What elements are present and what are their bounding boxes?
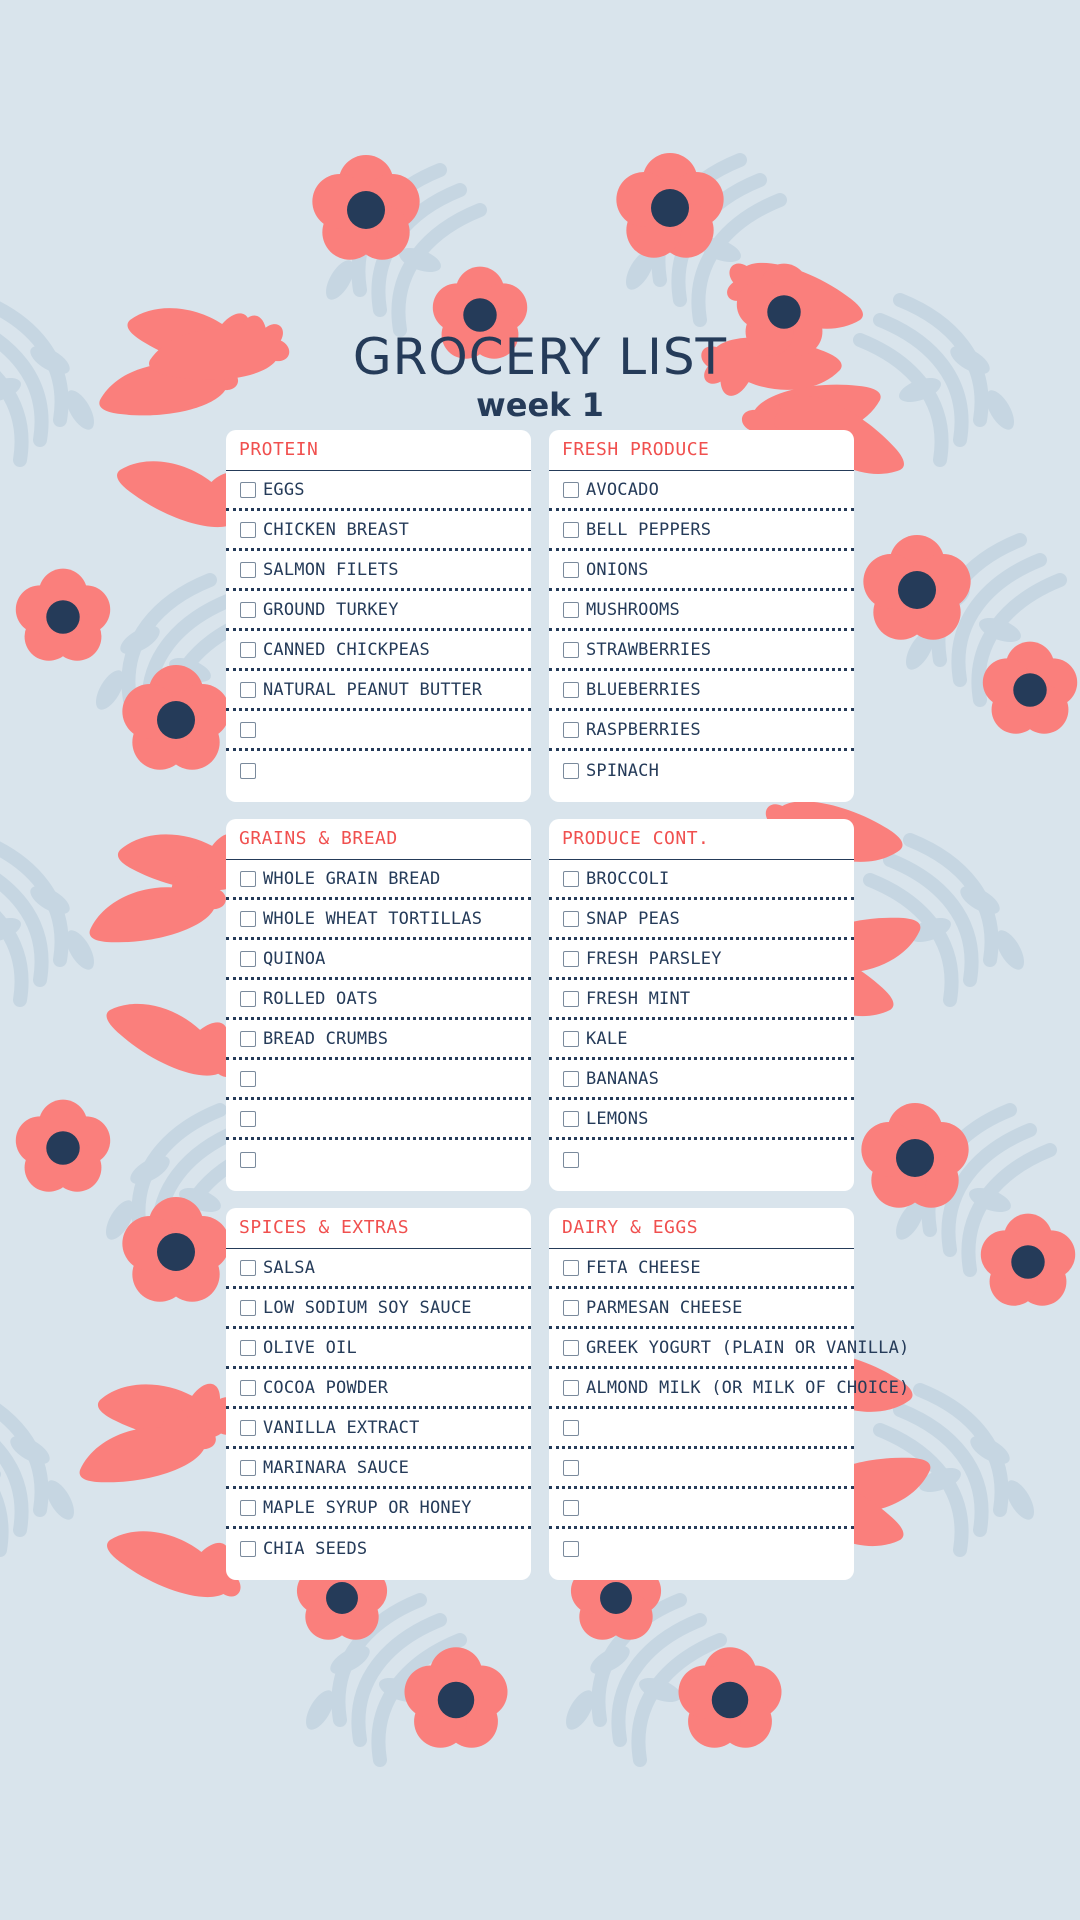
- list-item: [549, 1449, 854, 1489]
- item-label: VANILLA EXTRACT: [263, 1417, 420, 1438]
- checkbox[interactable]: [563, 1300, 579, 1316]
- checkbox[interactable]: [563, 1031, 579, 1047]
- section-title: DAIRY & EGGS: [549, 1208, 854, 1249]
- list-item: [549, 511, 854, 551]
- checkbox[interactable]: [240, 951, 256, 967]
- poppy-flower: [16, 1100, 110, 1192]
- checkbox[interactable]: [563, 682, 579, 698]
- item-label: NATURAL PEANUT BUTTER: [263, 679, 483, 700]
- checkbox[interactable]: [240, 1340, 256, 1356]
- poppy-flower: [312, 155, 419, 260]
- checkbox[interactable]: [563, 1111, 579, 1127]
- item-label: QUINOA: [263, 948, 326, 969]
- list-item: [226, 751, 531, 791]
- checkbox[interactable]: [563, 1380, 579, 1396]
- list-item: [226, 1449, 531, 1489]
- checkbox[interactable]: [240, 1300, 256, 1316]
- list-item: [226, 1409, 531, 1449]
- item-label: RASPBERRIES: [586, 719, 701, 740]
- poppy-flower: [981, 1214, 1075, 1306]
- list-item: [226, 900, 531, 940]
- item-label: GREEK YOGURT (PLAIN OR VANILLA): [586, 1337, 910, 1358]
- list-item: [226, 980, 531, 1020]
- section-title: SPICES & EXTRAS: [226, 1208, 531, 1249]
- list-item: [226, 671, 531, 711]
- item-label: COCOA POWDER: [263, 1377, 389, 1398]
- list-item: [549, 1249, 854, 1289]
- list-item: [549, 1489, 854, 1529]
- item-label: AVOCADO: [586, 479, 660, 500]
- list-item: [226, 1100, 531, 1140]
- checkbox[interactable]: [563, 602, 579, 618]
- checkbox[interactable]: [240, 642, 256, 658]
- section-title: PROTEIN: [226, 430, 531, 471]
- item-label: BROCCOLI: [586, 868, 670, 889]
- checkbox[interactable]: [240, 482, 256, 498]
- item-label: STRAWBERRIES: [586, 639, 712, 660]
- item-label: FETA CHEESE: [586, 1257, 701, 1278]
- list-item: [549, 1020, 854, 1060]
- card-fresh-produce: [549, 430, 854, 802]
- item-label: EGGS: [263, 479, 305, 500]
- checkbox[interactable]: [240, 562, 256, 578]
- list-item: [226, 860, 531, 900]
- item-label: WHOLE WHEAT TORTILLAS: [263, 908, 483, 929]
- checkbox[interactable]: [240, 1071, 256, 1087]
- checkbox[interactable]: [240, 1260, 256, 1276]
- checkbox[interactable]: [240, 1500, 256, 1516]
- item-label: LEMONS: [586, 1108, 649, 1129]
- checkbox[interactable]: [240, 1152, 256, 1168]
- item-label: SNAP PEAS: [586, 908, 680, 929]
- list-item: [549, 591, 854, 631]
- checkbox[interactable]: [240, 871, 256, 887]
- checkbox[interactable]: [240, 763, 256, 779]
- list-item: [549, 1369, 910, 1409]
- checkbox[interactable]: [240, 911, 256, 927]
- card-produce-cont: [549, 819, 854, 1191]
- header: [0, 330, 1080, 424]
- item-label: CHICKEN BREAST: [263, 519, 410, 540]
- section-title: GRAINS & BREAD: [226, 819, 531, 860]
- list-item: [226, 940, 531, 980]
- list-item: [226, 631, 531, 671]
- card-protein: [226, 430, 531, 802]
- checkbox[interactable]: [240, 1420, 256, 1436]
- list-item: [549, 940, 854, 980]
- checkbox[interactable]: [240, 602, 256, 618]
- checkbox[interactable]: [563, 1541, 579, 1557]
- checkbox[interactable]: [240, 522, 256, 538]
- checkbox[interactable]: [240, 1380, 256, 1396]
- list-item: [549, 860, 854, 900]
- card-grains-bread: [226, 819, 531, 1191]
- list-item: [226, 471, 531, 511]
- poppy-flower: [863, 535, 970, 640]
- item-label: MARINARA SAUCE: [263, 1457, 410, 1478]
- checkbox[interactable]: [563, 1152, 579, 1168]
- item-label: BELL PEPPERS: [586, 519, 712, 540]
- section-title: FRESH PRODUCE: [549, 430, 854, 471]
- checkbox[interactable]: [563, 871, 579, 887]
- checkbox[interactable]: [563, 763, 579, 779]
- item-label: FRESH MINT: [586, 988, 691, 1009]
- list-item: [549, 1100, 854, 1140]
- item-label: SPINACH: [586, 761, 660, 781]
- item-label: FRESH PARSLEY: [586, 948, 722, 969]
- checkbox[interactable]: [563, 562, 579, 578]
- list-item: [226, 711, 531, 751]
- item-label: GROUND TURKEY: [263, 599, 399, 620]
- item-label: BREAD CRUMBS: [263, 1028, 389, 1049]
- checkbox[interactable]: [563, 522, 579, 538]
- item-label: BLUEBERRIES: [586, 679, 701, 700]
- item-label: MAPLE SYRUP OR HONEY: [263, 1497, 472, 1518]
- list-item: [226, 1020, 531, 1060]
- item-label: ALMOND MILK (OR MILK OF CHOICE): [586, 1377, 910, 1398]
- poppy-flower: [678, 1647, 781, 1748]
- list-item: [549, 1289, 854, 1329]
- item-label: SALSA: [263, 1257, 316, 1278]
- checkbox[interactable]: [563, 991, 579, 1007]
- list-item: [226, 1329, 531, 1369]
- list-item: [226, 591, 531, 631]
- checkbox[interactable]: [563, 1420, 579, 1436]
- poppy-flower: [861, 1103, 968, 1208]
- list-item: [549, 980, 854, 1020]
- checkbox[interactable]: [240, 722, 256, 738]
- list-item: [549, 1329, 910, 1369]
- checkbox[interactable]: [240, 991, 256, 1007]
- list-item: [226, 1060, 531, 1100]
- list-item: [226, 1249, 531, 1289]
- checkbox[interactable]: [563, 1260, 579, 1276]
- list-item: [549, 1409, 854, 1449]
- checkbox[interactable]: [240, 682, 256, 698]
- list-item: [226, 1529, 531, 1569]
- item-label: OLIVE OIL: [263, 1337, 357, 1358]
- list-item: [226, 511, 531, 551]
- list-item: [549, 900, 854, 940]
- page-subtitle: week 1: [476, 386, 604, 424]
- checkbox[interactable]: [240, 1460, 256, 1476]
- checkbox[interactable]: [240, 1031, 256, 1047]
- list-item: [549, 1140, 854, 1180]
- leaf-swirl: [0, 840, 100, 1000]
- item-label: KALE: [586, 1028, 628, 1049]
- list-item: [549, 711, 854, 751]
- checkbox[interactable]: [563, 642, 579, 658]
- list-item: [549, 671, 854, 711]
- checkbox[interactable]: [563, 1460, 579, 1476]
- item-label: PARMESAN CHEESE: [586, 1297, 743, 1318]
- list-item: [549, 751, 854, 791]
- checkbox[interactable]: [563, 951, 579, 967]
- checkbox[interactable]: [563, 1340, 579, 1356]
- list-item: [226, 551, 531, 591]
- item-label: WHOLE GRAIN BREAD: [263, 868, 441, 889]
- list-item: [549, 631, 854, 671]
- checkbox[interactable]: [563, 1500, 579, 1516]
- checkbox[interactable]: [563, 1071, 579, 1087]
- item-label: ONIONS: [586, 559, 649, 580]
- checkbox[interactable]: [563, 482, 579, 498]
- item-label: ROLLED OATS: [263, 988, 378, 1009]
- item-label: BANANAS: [586, 1068, 660, 1089]
- card-dairy-eggs: [549, 1208, 910, 1580]
- list-item: [549, 551, 854, 591]
- section-title: PRODUCE CONT.: [549, 819, 854, 860]
- poppy-flower: [983, 642, 1077, 734]
- item-label: LOW SODIUM SOY SAUCE: [263, 1297, 472, 1318]
- checkbox[interactable]: [240, 1111, 256, 1127]
- list-item: [226, 1289, 531, 1329]
- poppy-flower: [16, 569, 110, 661]
- checkbox[interactable]: [240, 1541, 256, 1557]
- item-label: CANNED CHICKPEAS: [263, 639, 430, 660]
- checkbox[interactable]: [563, 911, 579, 927]
- card-spices-extras: [226, 1208, 531, 1580]
- list-item: [226, 1140, 531, 1180]
- leaf-swirl: [0, 1390, 80, 1550]
- checkbox[interactable]: [563, 722, 579, 738]
- item-label: MUSHROOMS: [586, 599, 680, 620]
- page-title: GROCERY LIST: [352, 328, 728, 386]
- list-item: [226, 1489, 531, 1529]
- list-item: [226, 1369, 531, 1409]
- list-item: [549, 1529, 854, 1569]
- list-item: [549, 471, 854, 511]
- item-label: CHIA SEEDS: [263, 1539, 368, 1559]
- item-label: SALMON FILETS: [263, 559, 399, 580]
- poppy-flower: [122, 665, 229, 770]
- list-item: [549, 1060, 854, 1100]
